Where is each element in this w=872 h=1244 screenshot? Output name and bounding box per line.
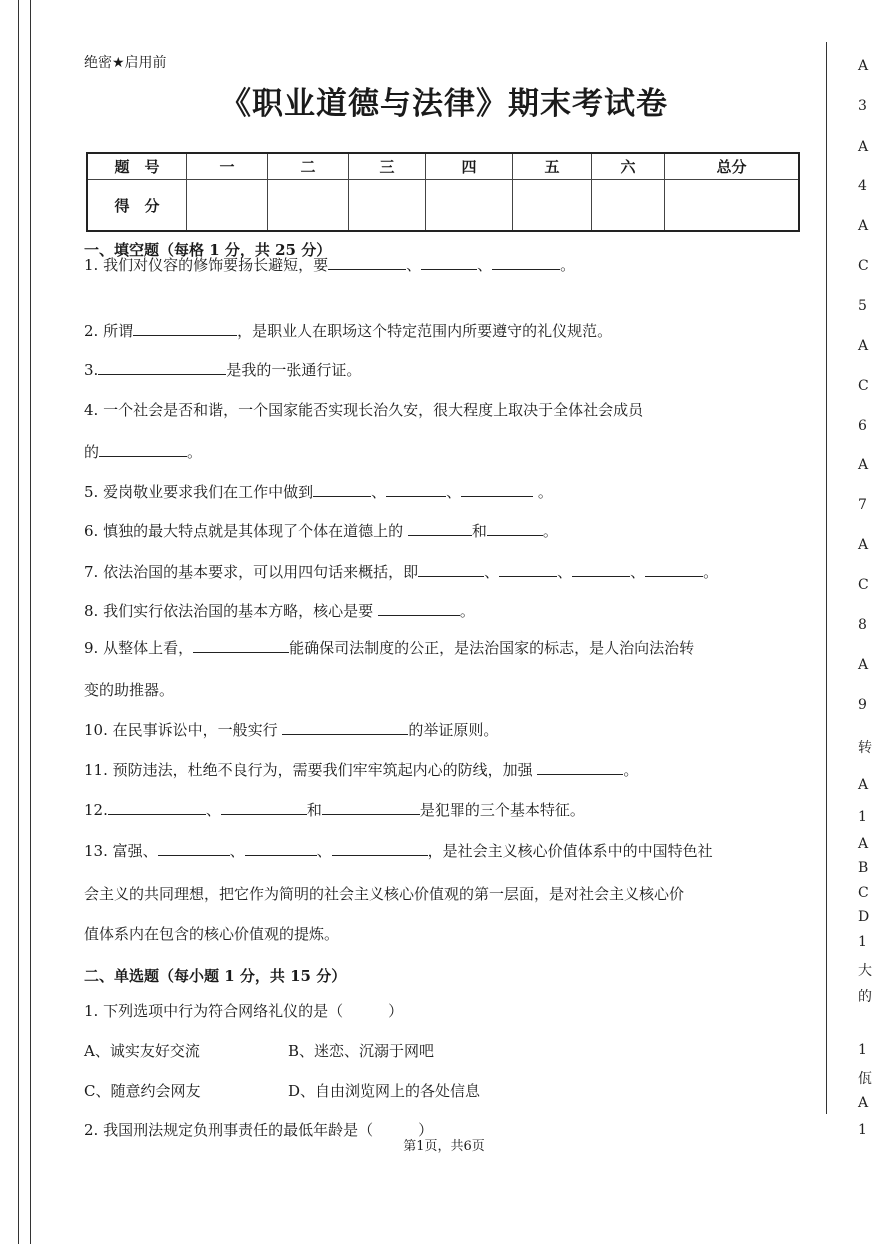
choice-1-option-a[interactable]: A、诚实友好交流	[84, 1042, 200, 1060]
score-cell[interactable]	[268, 180, 349, 232]
right-strip-char: 9	[858, 697, 867, 713]
right-strip-char: 1	[858, 1122, 867, 1138]
choice-1-option-d[interactable]: D、自由浏览网上的各处信息	[288, 1082, 481, 1100]
q-text: 。	[459, 602, 475, 620]
q-text: 能确保司法制度的公正，是法治国家的标志，是人治向法治转	[289, 639, 695, 657]
score-cell[interactable]	[665, 180, 800, 232]
q-text: 、	[229, 842, 245, 860]
q-text: 3.	[84, 361, 99, 379]
q-text: 。	[560, 256, 576, 274]
blank[interactable]	[221, 799, 307, 815]
question-4-line-2	[84, 441, 202, 462]
q-text: 。	[187, 443, 203, 461]
q-text: 、	[205, 801, 221, 819]
right-strip-char: 1	[858, 934, 867, 950]
q-text: 。	[703, 563, 719, 581]
q-text: 9. 从整体上看，	[84, 639, 194, 657]
blank[interactable]	[487, 520, 543, 536]
q-text: 是我的一张通行证。	[226, 361, 362, 379]
q-text: 8. 我们实行依法治国的基本方略，核心是要	[84, 602, 378, 620]
question-13-line-3: 值体系内在包含的核心价值观的提炼。	[84, 925, 340, 943]
blank[interactable]	[378, 600, 460, 616]
score-row-label: 得 分	[87, 180, 187, 232]
question-4-line-1: 4. 一个社会是否和谐，一个国家能否实现长治久安，很大程度上取决于全体社会成员	[84, 401, 644, 419]
right-divider	[826, 42, 827, 1114]
blank[interactable]	[158, 840, 230, 856]
left-border-outer	[18, 0, 19, 1244]
blank[interactable]	[133, 320, 237, 336]
right-strip-char: 3	[858, 98, 867, 114]
q-text: 、	[477, 256, 493, 274]
right-strip-char: 大	[858, 963, 872, 979]
choice-1-option-b[interactable]: B、迷恋、沉溺于网吧	[288, 1042, 435, 1060]
q-text: ，是社会主义核心价值体系中的中国特色社	[427, 842, 713, 860]
blank[interactable]	[322, 799, 420, 815]
right-strip-char: 的	[858, 989, 872, 1005]
blank[interactable]	[499, 561, 557, 577]
q-text: 。	[542, 522, 558, 540]
blank[interactable]	[386, 481, 446, 497]
q-text: 和	[471, 522, 487, 540]
right-strip-char: 6	[858, 418, 867, 434]
q-text: 。	[623, 761, 639, 779]
right-strip-char: A	[858, 777, 869, 793]
question-11	[84, 759, 638, 780]
question-9-line-1	[84, 637, 694, 658]
right-strip-char: 1	[858, 1042, 867, 1058]
blank[interactable]	[645, 561, 703, 577]
right-strip-char: A	[858, 1095, 869, 1111]
q-text: 、	[406, 256, 422, 274]
right-strip-char: A	[858, 537, 869, 553]
question-7	[84, 561, 718, 582]
page-footer: 第1页，共6页	[403, 1139, 485, 1154]
score-cell[interactable]	[513, 180, 592, 232]
right-strip-char: 8	[858, 617, 867, 633]
question-3	[84, 359, 361, 380]
blank[interactable]	[461, 481, 533, 497]
question-13-line-2: 会主义的共同理想，把它作为简明的社会主义核心价值观的第一层面，是对社会主义核心价	[84, 885, 685, 903]
blank[interactable]	[421, 254, 477, 270]
right-strip-char: 佤	[858, 1071, 872, 1087]
score-head: 一	[187, 153, 268, 180]
q-text: 、	[630, 563, 646, 581]
q-text: 、	[371, 483, 387, 501]
exam-title: 《职业道德与法律》期末考试卷	[220, 86, 668, 122]
right-strip-char: D	[858, 909, 870, 925]
score-head: 二	[268, 153, 349, 180]
right-strip-char: A	[858, 657, 869, 673]
question-8	[84, 600, 475, 621]
right-strip-char: C	[858, 258, 869, 274]
blank[interactable]	[108, 799, 206, 815]
right-strip-char: C	[858, 378, 869, 394]
q-text: 的	[84, 443, 100, 461]
q-text: 10. 在民事诉讼中，一般实行	[84, 721, 283, 739]
choice-question-2: 2. 我国刑法规定负刑事责任的最低年龄是（ ）	[84, 1121, 434, 1139]
question-9-line-2: 变的助推器。	[84, 681, 175, 699]
blank[interactable]	[572, 561, 630, 577]
secret-label: 绝密★启用前	[84, 55, 167, 71]
question-2	[84, 320, 612, 341]
right-strip-char: A	[858, 58, 869, 74]
blank[interactable]	[313, 481, 371, 497]
score-head: 三	[349, 153, 426, 180]
left-border-inner	[30, 0, 31, 1244]
q-text: 的举证原则。	[408, 721, 499, 739]
q-text: 、	[446, 483, 462, 501]
score-cell[interactable]	[592, 180, 665, 232]
score-cell[interactable]	[426, 180, 513, 232]
section-1-heading: 一、填空题（每格 1 分，共 25 分）	[84, 241, 332, 259]
score-cell[interactable]	[349, 180, 426, 232]
question-1	[84, 254, 575, 275]
right-strip-char: C	[858, 577, 869, 593]
blank[interactable]	[537, 759, 623, 775]
q-text: 和	[306, 801, 322, 819]
score-head: 六	[592, 153, 665, 180]
right-strip-char: 1	[858, 809, 867, 825]
blank[interactable]	[245, 840, 317, 856]
question-13-line-1	[84, 840, 713, 861]
q-text: 11. 预防违法，杜绝不良行为，需要我们牢牢筑起内心的防线，加强	[84, 761, 538, 779]
q-text: 2. 所谓	[84, 322, 134, 340]
blank[interactable]	[332, 840, 428, 856]
q-text: 12.	[84, 801, 108, 819]
score-cell[interactable]	[187, 180, 268, 232]
right-strip-char: 转	[858, 740, 872, 756]
right-strip-char: A	[858, 836, 869, 852]
q-text: 、	[557, 563, 573, 581]
question-6	[84, 520, 558, 541]
q-text: ，是职业人在职场这个特定范围内所要遵守的礼仪规范。	[237, 322, 613, 340]
q-text: 、	[484, 563, 500, 581]
right-strip-char: 4	[858, 178, 867, 194]
q-text: 、	[316, 842, 332, 860]
right-strip-char: A	[858, 457, 869, 473]
question-12	[84, 799, 585, 820]
score-table	[86, 152, 800, 232]
question-10	[84, 719, 498, 740]
q-text: 13. 富强、	[84, 842, 158, 860]
right-strip-char: C	[858, 885, 869, 901]
right-strip-char: 7	[858, 497, 867, 513]
right-strip-char: A	[858, 338, 869, 354]
score-head: 题 号	[87, 153, 187, 180]
right-strip-char: A	[858, 218, 869, 234]
blank[interactable]	[98, 359, 226, 375]
score-head: 四	[426, 153, 513, 180]
blank[interactable]	[328, 254, 406, 270]
blank[interactable]	[282, 719, 408, 735]
blank[interactable]	[193, 637, 289, 653]
q-text: 是犯罪的三个基本特征。	[419, 801, 585, 819]
choice-question-1: 1. 下列选项中行为符合网络礼仪的是（ ）	[84, 1002, 404, 1020]
choice-1-option-c[interactable]: C、随意约会网友	[84, 1082, 201, 1100]
right-strip-char: 5	[858, 298, 867, 314]
q-text: 7. 依法治国的基本要求，可以用四句话来概括，即	[84, 563, 419, 581]
blank[interactable]	[99, 441, 187, 457]
blank[interactable]	[418, 561, 484, 577]
section-2-heading: 二、单选题（每小题 1 分，共 15 分）	[84, 967, 347, 985]
question-5	[84, 481, 553, 502]
q-text: 。	[533, 483, 553, 501]
q-text: 5. 爱岗敬业要求我们在工作中做到	[84, 483, 314, 501]
score-head: 总分	[665, 153, 800, 180]
right-strip-char: A	[858, 139, 869, 155]
blank[interactable]	[408, 520, 472, 536]
q-text: 6. 慎独的最大特点就是其体现了个体在道德上的	[84, 522, 408, 540]
score-head: 五	[513, 153, 592, 180]
blank[interactable]	[492, 254, 560, 270]
q-text: 1. 我们对仪容的修饰要扬长避短，要	[84, 256, 329, 274]
right-strip-char: B	[858, 860, 869, 876]
